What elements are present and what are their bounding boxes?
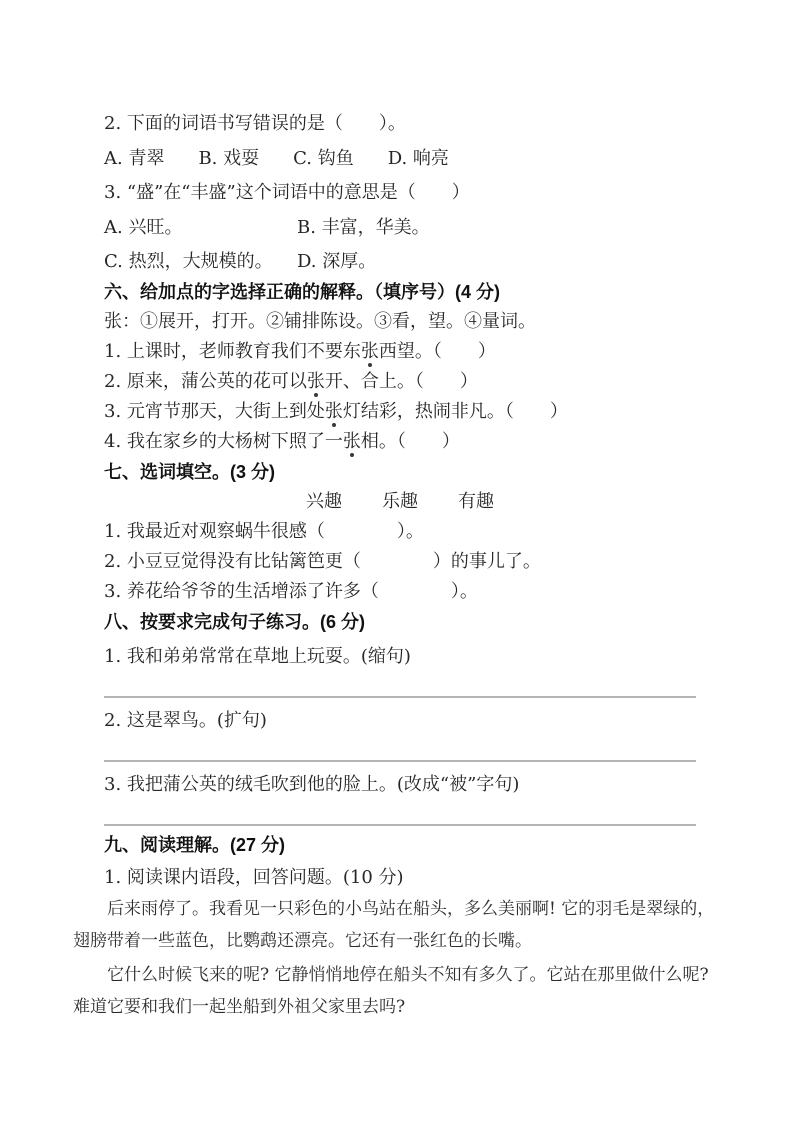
eight-item-2: 2. 这是翠鸟。(扩句) [104,710,267,731]
item-text-post: 相。（ ） [360,431,460,452]
option-d: D. 响亮 [387,148,449,169]
option-d: D. 深厚。 [297,251,377,272]
option-b: B. 丰富，华美。 [297,217,430,238]
eight-item-3: 3. 我把蒲公英的绒毛吹到他的脸上。(改成“被”字句) [104,774,520,795]
word-bank-word: 乐趣 [382,491,418,512]
emphasized-char: 张 [360,341,379,362]
section-eight-heading: 八、按要求完成句子练习。(6 分) [104,612,365,632]
emphasized-char: 张 [342,431,361,452]
six-item-2 [104,367,696,397]
section-seven-heading: 七、选词填空。(3 分) [104,462,275,482]
six-item-4 [104,427,696,457]
emphasized-char: 张 [306,371,325,392]
item-text-pre: 3. 元宵节那天，大街上到处 [104,401,325,422]
option-c: C. 热烈，大规模的。 [104,251,273,272]
item-text-post: 灯结彩，热闹非凡。（ ） [342,401,568,422]
answer-line [104,824,696,826]
item-text-post: 西望。（ ） [378,341,496,362]
six-item-3 [104,397,696,427]
word-bank-word: 有趣 [458,491,494,512]
word-bank [104,487,696,517]
question-2-options [104,144,696,174]
section-six-heading: 六、给加点的字选择正确的解释。（填序号）(4 分) [104,282,500,302]
answer-line [104,760,696,762]
passage-paragraph-1: 后来雨停了。我看见一只彩色的小鸟站在船头，多么美丽啊! 它的羽毛是翠绿的，翅膀带着一些蓝色，比鹦鹉还漂亮。它还有一张红色的长嘴。 [73,899,715,951]
item-text-pre: 1. 上课时，老师教育我们不要东 [104,341,361,362]
six-item-1 [104,337,696,367]
passage-paragraph-2: 它什么时候飞来的呢? 它静悄悄地停在船头不知有多久了。它站在那里做什么呢? 难道它要和我们一起坐船到外祖父家里去吗? [73,965,709,1017]
option-a: A. 青翠 [104,148,165,169]
option-b: B. 戏耍 [198,148,260,169]
eight-item-1: 1. 我和弟弟常常在草地上玩耍。(缩句) [104,646,411,667]
reading-passage [73,893,718,1023]
nine-sub-heading: 1. 阅读课内语段，回答问题。(10 分) [104,867,404,888]
item-text-pre: 4. 我在家乡的大杨树下照了一 [104,431,343,452]
section-nine-heading: 九、阅读理解。(27 分) [104,835,286,855]
emphasized-char: 张 [324,401,343,422]
item-text-pre: 2. 原来，蒲公英的花可以 [104,371,307,392]
question-3-stem: 3. “盛”在“丰盛”这个词语中的意思是（ ） [104,182,470,203]
seven-item-3: 3. 养花给爷爷的生活增添了许多（ ）。 [104,581,478,602]
answer-line [104,696,696,698]
item-text-post: 开、合上。（ ） [324,371,478,392]
question-3-options [104,213,696,277]
option-c: C. 钩鱼 [293,148,354,169]
word-bank-word: 兴趣 [306,491,342,512]
question-2-stem: 2. 下面的词语书写错误的是（ ）。 [104,113,406,134]
seven-item-1: 1. 我最近对观察蜗牛很感（ ）。 [104,521,424,542]
definition-line: 张：①展开，打开。②铺排陈设。③看，望。④量词。 [104,311,536,332]
option-a: A. 兴旺。 [104,217,183,238]
seven-item-2: 2. 小豆豆觉得没有比钻篱笆更（ ）的事儿了。 [104,551,541,572]
